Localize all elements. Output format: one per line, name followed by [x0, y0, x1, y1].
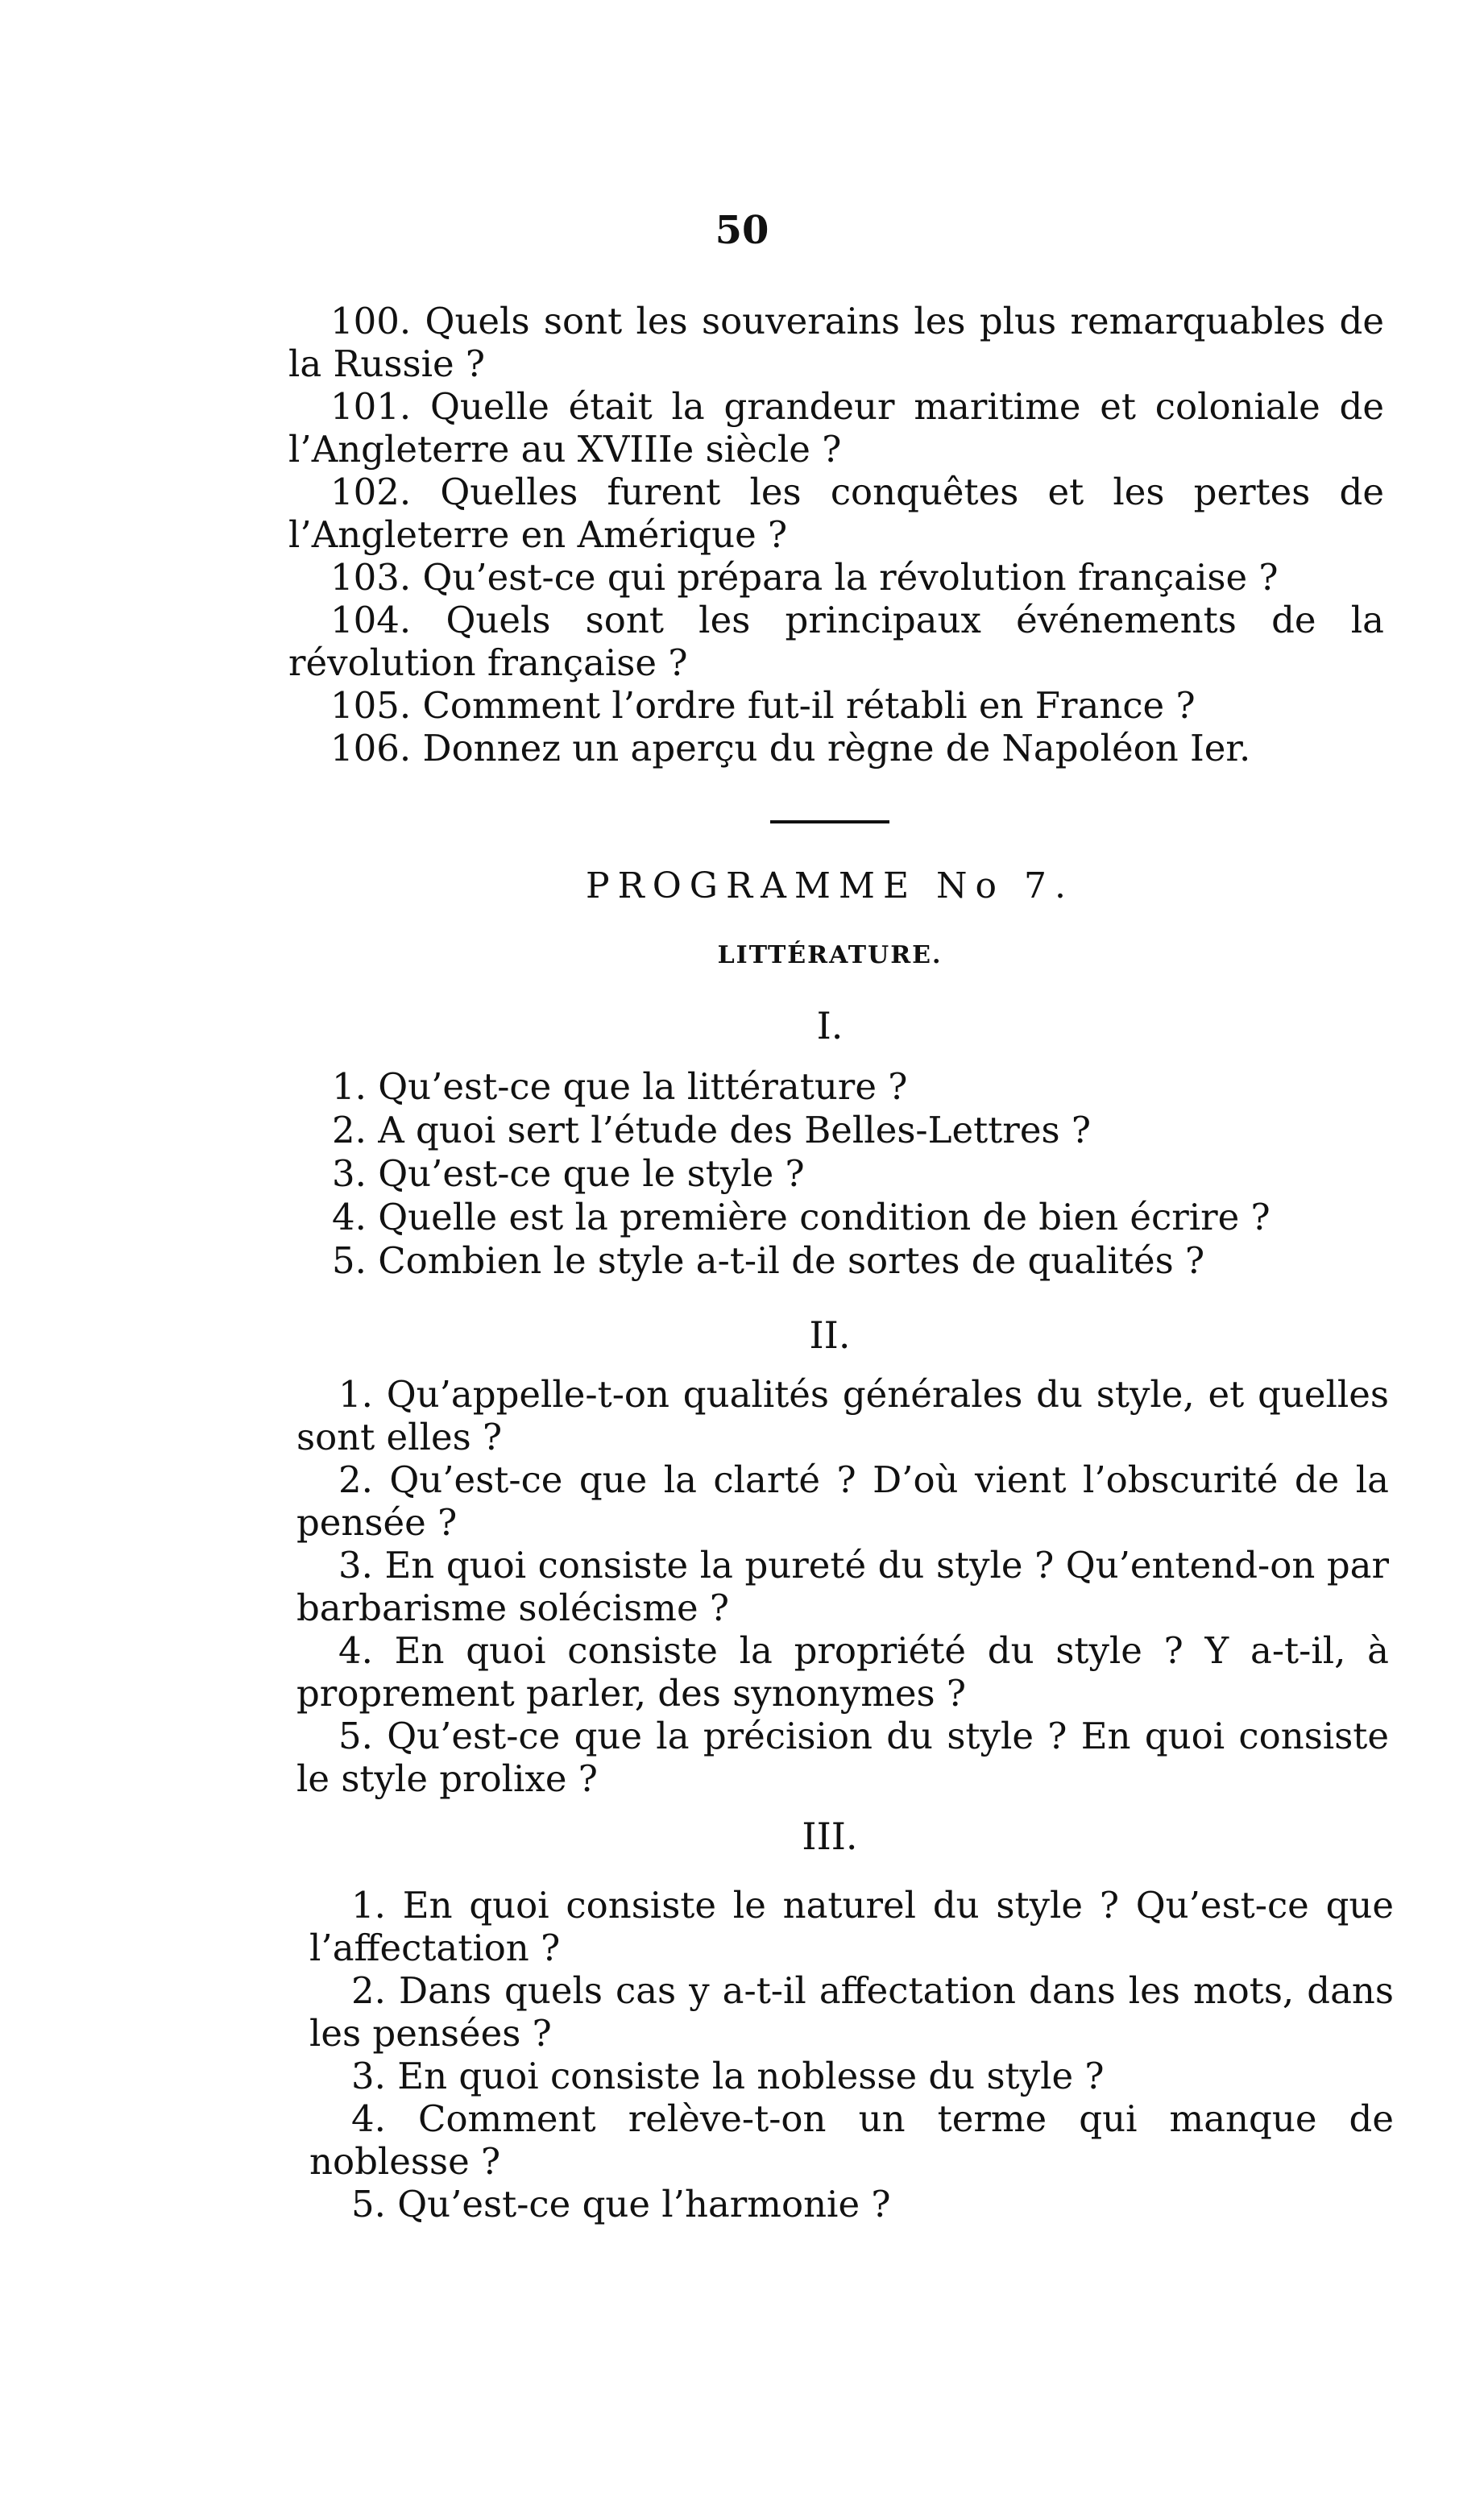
- question-101: 101. Quelle était la grandeur maritime et coloniale de l’Angleterre au XVIIIe siècle ?: [288, 385, 1384, 471]
- section-divider: [770, 820, 889, 823]
- section-3-question: 2. Dans quels cas y a-t-il affectation dans les mots, dans les pensées ?: [309, 1969, 1394, 2055]
- section-2-question: 5. Qu’est-ce que la précision du style ? En quoi consiste le style prolixe ?: [296, 1715, 1389, 1800]
- question-103: 103. Qu’est-ce qui prépara la révolution française ?: [330, 556, 1279, 599]
- section-1-question: 2. A quoi sert l’étude des Belles-Lettres ?: [332, 1109, 1091, 1151]
- section-3-questions: [309, 1884, 1394, 2225]
- section-numeral-1: I.: [816, 1004, 844, 1047]
- section-2-question: 3. En quoi consiste la pureté du style ? Qu’entend-on par barbarisme solécisme ?: [296, 1544, 1389, 1629]
- subject-heading: LITTÉRATURE.: [717, 941, 943, 969]
- section-2-question: 1. Qu’appelle-t-on qualités générales du style, et quelles sont elles ?: [296, 1373, 1389, 1458]
- section-1-question: 3. Qu’est-ce que le style ?: [332, 1152, 805, 1195]
- section-3-question: 3. En quoi consiste la noblesse du style ?: [351, 2055, 1105, 2097]
- section-1-question: 1. Qu’est-ce que la littérature ?: [332, 1065, 908, 1108]
- question-102: 102. Quelles furent les conquêtes et les pertes de l’Angleterre en Amérique ?: [288, 471, 1384, 556]
- section-2-questions: [296, 1373, 1389, 1800]
- section-1-questions: [332, 1065, 1379, 1283]
- section-1-question: 4. Quelle est la première condition de bien écrire ?: [332, 1196, 1271, 1238]
- section-3-question: 5. Qu’est-ce que l’harmonie ?: [351, 2183, 891, 2225]
- question-106: 106. Donnez un aperçu du règne de Napoléon Ier.: [330, 727, 1251, 769]
- section-2-question: 2. Qu’est-ce que la clarté ? D’où vient l’obscurité de la pensée ?: [296, 1458, 1389, 1544]
- section-numeral-2: II.: [809, 1313, 851, 1357]
- section-3-question: 1. En quoi consiste le naturel du style ? Qu’est-ce que l’affectation ?: [309, 1884, 1394, 1969]
- programme-title: PROGRAMME No 7.: [585, 865, 1075, 906]
- section-numeral-3: III.: [802, 1815, 858, 1858]
- section-1-question: 5. Combien le style a-t-il de sortes de qualités ?: [332, 1239, 1205, 1282]
- question-104: 104. Quels sont les principaux événements de la révolution française ?: [288, 599, 1384, 684]
- section-3-question: 4. Comment relève-t-on un terme qui manque de noblesse ?: [309, 2097, 1394, 2183]
- page-number: 50: [715, 208, 769, 253]
- history-questions-list: [288, 300, 1384, 769]
- question-105: 105. Comment l’ordre fut-il rétabli en France ?: [330, 684, 1196, 727]
- section-2-question: 4. En quoi consiste la propriété du style ? Y a-t-il, à proprement parler, des synonymes ?: [296, 1629, 1389, 1715]
- question-100: 100. Quels sont les souverains les plus remarquables de la Russie ?: [288, 300, 1384, 385]
